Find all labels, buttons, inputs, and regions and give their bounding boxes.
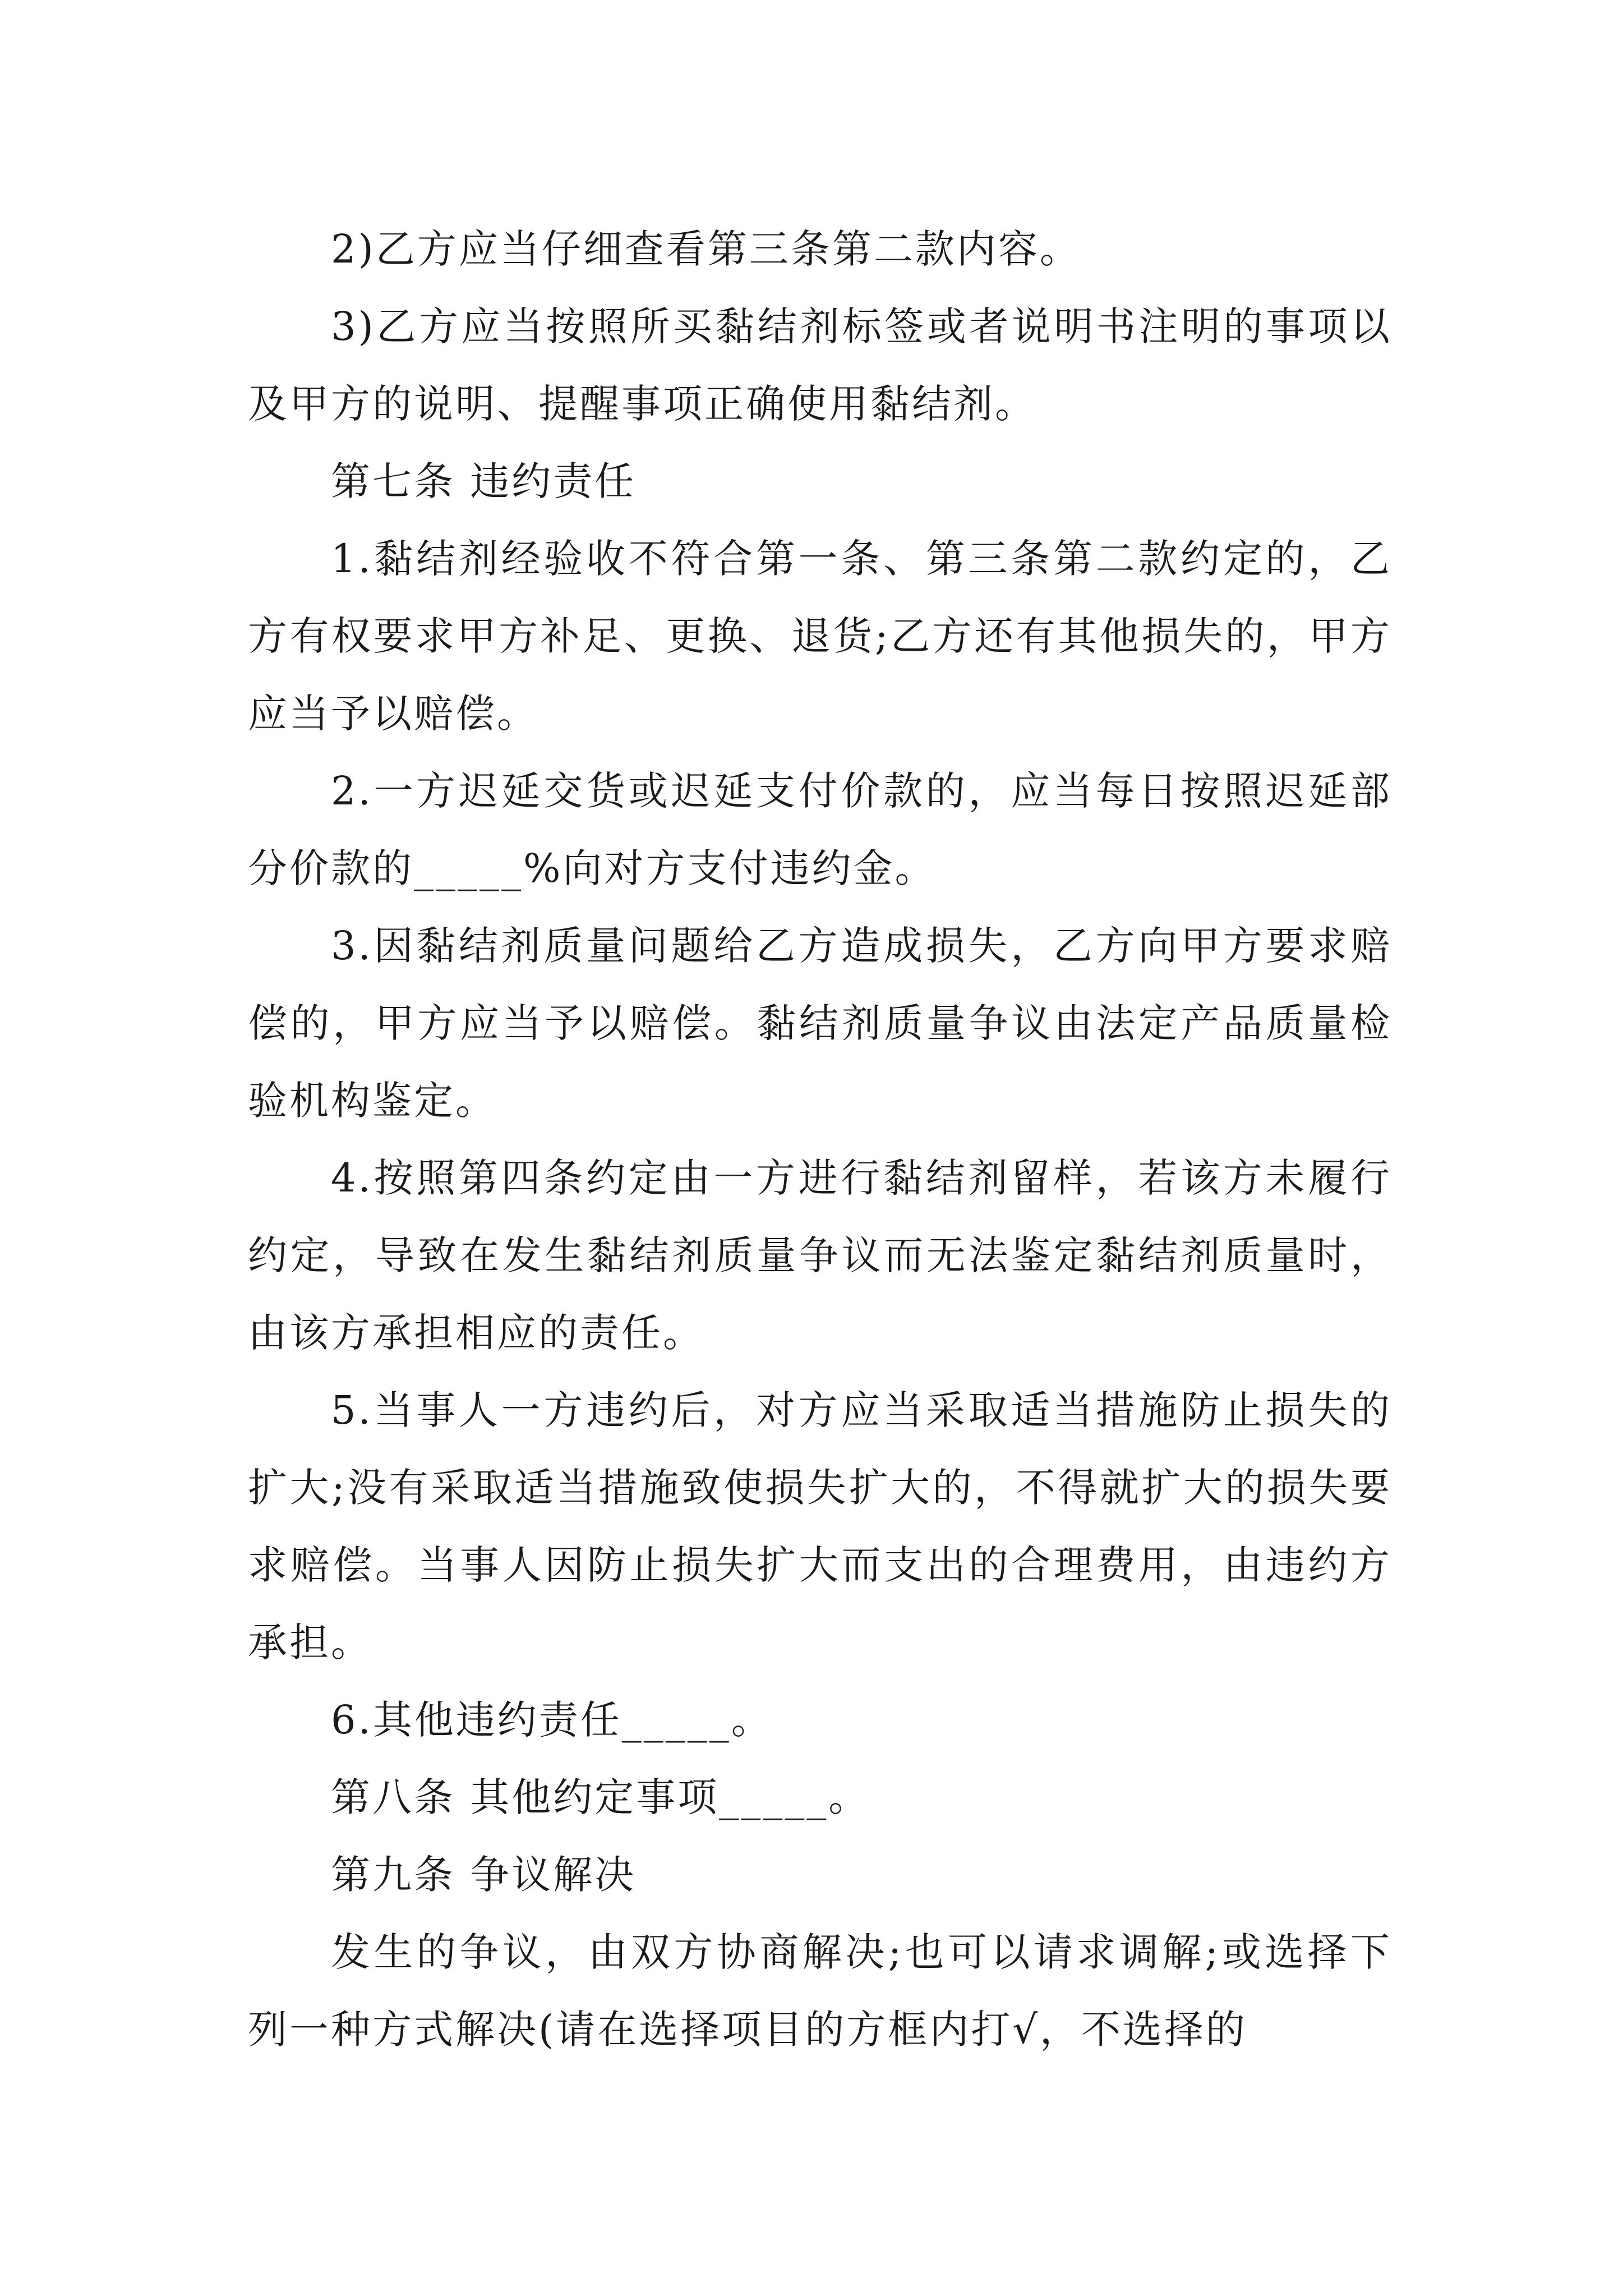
paragraph-clause-1: 1.黏结剂经验收不符合第一条、第三条第二款约定的，乙方有权要求甲方补足、更换、退货;乙方还有其他损失的，甲方应当予以赔偿。	[248, 536, 1392, 737]
paragraph-item-3: 3)乙方应当按照所买黏结剂标签或者说明书注明的事项以及甲方的说明、提醒事项正确使用黏结剂。	[248, 303, 1392, 427]
article-8-heading: 第八条 其他约定事项_____。	[331, 1774, 870, 1820]
paragraph-clause-6: 6.其他违约责任_____。	[331, 1697, 773, 1743]
paragraph-clause-5: 5.当事人一方违约后，对方应当采取适当措施防止损失的扩大;没有采取适当措施致使损失扩大的，不得就扩大的损失要求赔偿。当事人因防止损失扩大而支出的合理费用，由违约方承担。	[248, 1387, 1392, 1665]
paragraph-clause-2: 2.一方迟延交货或迟延支付价款的，应当每日按照迟延部分价款的_____%向对方支付违约金。	[248, 768, 1392, 891]
article-9-heading: 第九条 争议解决	[331, 1852, 637, 1898]
paragraph-clause-3: 3.因黏结剂质量问题给乙方造成损失，乙方向甲方要求赔偿的，甲方应当予以赔偿。黏结剂质量争议由法定产品质量检验机构鉴定。	[248, 923, 1392, 1124]
article-7-heading: 第七条 违约责任	[331, 458, 637, 504]
paragraph-dispute-resolution: 发生的争议，由双方协商解决;也可以请求调解;或选择下列一种方式解决(请在选择项目的方框内打√，不选择的	[248, 1929, 1392, 2053]
document-body	[248, 210, 1392, 2068]
paragraph-clause-4: 4.按照第四条约定由一方进行黏结剂留样，若该方未履行约定，导致在发生黏结剂质量争议而无法鉴定黏结剂质量时，由该方承担相应的责任。	[248, 1155, 1392, 1356]
paragraph-item-2: 2)乙方应当仔细查看第三条第二款内容。	[331, 226, 1081, 272]
